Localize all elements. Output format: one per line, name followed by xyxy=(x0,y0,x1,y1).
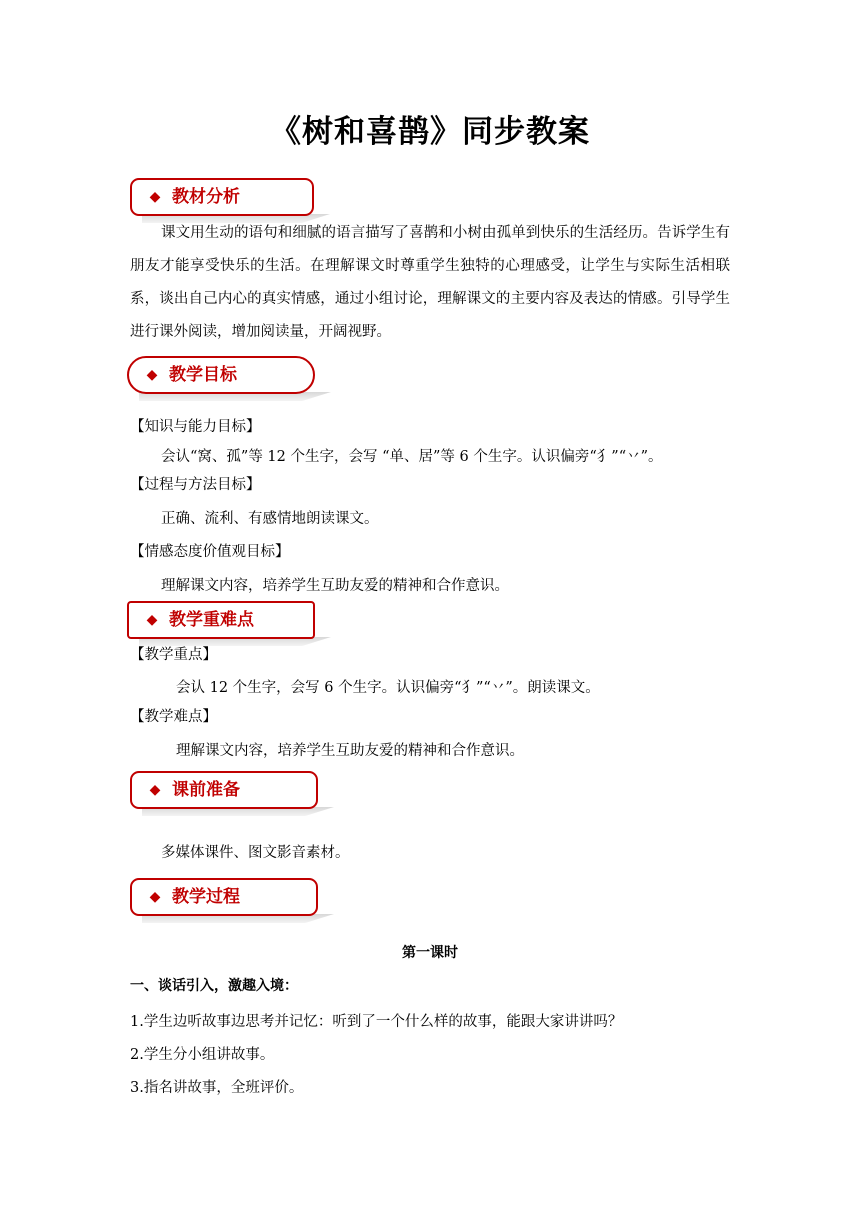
emotion-goal-heading: 【情感态度价值观目标】 xyxy=(130,544,290,560)
diamond-icon: ◆ xyxy=(149,189,161,205)
diamond-icon: ◆ xyxy=(149,782,161,798)
section-header-analysis xyxy=(130,178,314,216)
emotion-goal-text: 理解课文内容，培养学生互助友爱的精神和合作意识。 xyxy=(161,578,509,594)
difficulty-heading: 【教学难点】 xyxy=(130,709,217,725)
section-label: 教材分析 xyxy=(172,187,240,207)
focus-text: 会认 12 个生字，会写 6 个生字。认识偏旁“⺨”“丷”。朗读课文。 xyxy=(176,680,600,696)
section-header-key-points xyxy=(127,601,315,639)
list-item: 1.学生边听故事边思考并记忆：听到了一个什么样的故事，能跟大家讲讲吗？ xyxy=(130,1014,623,1030)
section-header-goals xyxy=(127,356,315,394)
section-label: 教学目标 xyxy=(169,365,237,385)
analysis-paragraph: 课文用生动的语句和细腻的语言描写了喜鹊和小树由孤单到快乐的生活经历。告诉学生有朋友才能享受快乐的生活。在理解课文时尊重学生独特的心理感受，让学生与实际生活相联系，谈出自己内心的真实情感，通过小组讨论，理解课文的主要内容及表达的情感。引导学生进行课外阅读，增加阅读量，开阔视野。 xyxy=(130,225,730,340)
section-label: 教学重难点 xyxy=(169,610,254,630)
focus-heading: 【教学重点】 xyxy=(130,647,217,663)
process-goal-heading: 【过程与方法目标】 xyxy=(130,477,261,493)
step1-heading: 一、谈话引入，激趣入境： xyxy=(130,978,298,994)
diamond-icon: ◆ xyxy=(149,889,161,905)
diamond-icon: ◆ xyxy=(146,367,158,383)
section-label: 教学过程 xyxy=(172,887,240,907)
list-item: 3.指名讲故事，全班评价。 xyxy=(130,1080,304,1096)
section-header-process xyxy=(130,878,318,916)
diamond-icon: ◆ xyxy=(146,612,158,628)
difficulty-text: 理解课文内容，培养学生互助友爱的精神和合作意识。 xyxy=(176,743,524,759)
knowledge-goal-heading: 【知识与能力目标】 xyxy=(130,419,261,435)
process-goal-text: 正确、流利、有感情地朗读课文。 xyxy=(161,511,379,527)
page-title: 《树和喜鹊》同步教案 xyxy=(270,114,590,150)
section-label: 课前准备 xyxy=(172,780,240,800)
list-item: 2.学生分小组讲故事。 xyxy=(130,1047,275,1063)
knowledge-goal-text: 会认“窝、孤”等 12 个生字，会写 “单、居”等 6 个生字。认识偏旁“⺨”“丷”。 xyxy=(161,449,663,465)
lesson-title: 第一课时 xyxy=(402,945,458,961)
preparation-text: 多媒体课件、图文影音素材。 xyxy=(161,845,350,861)
section-header-preparation xyxy=(130,771,318,809)
